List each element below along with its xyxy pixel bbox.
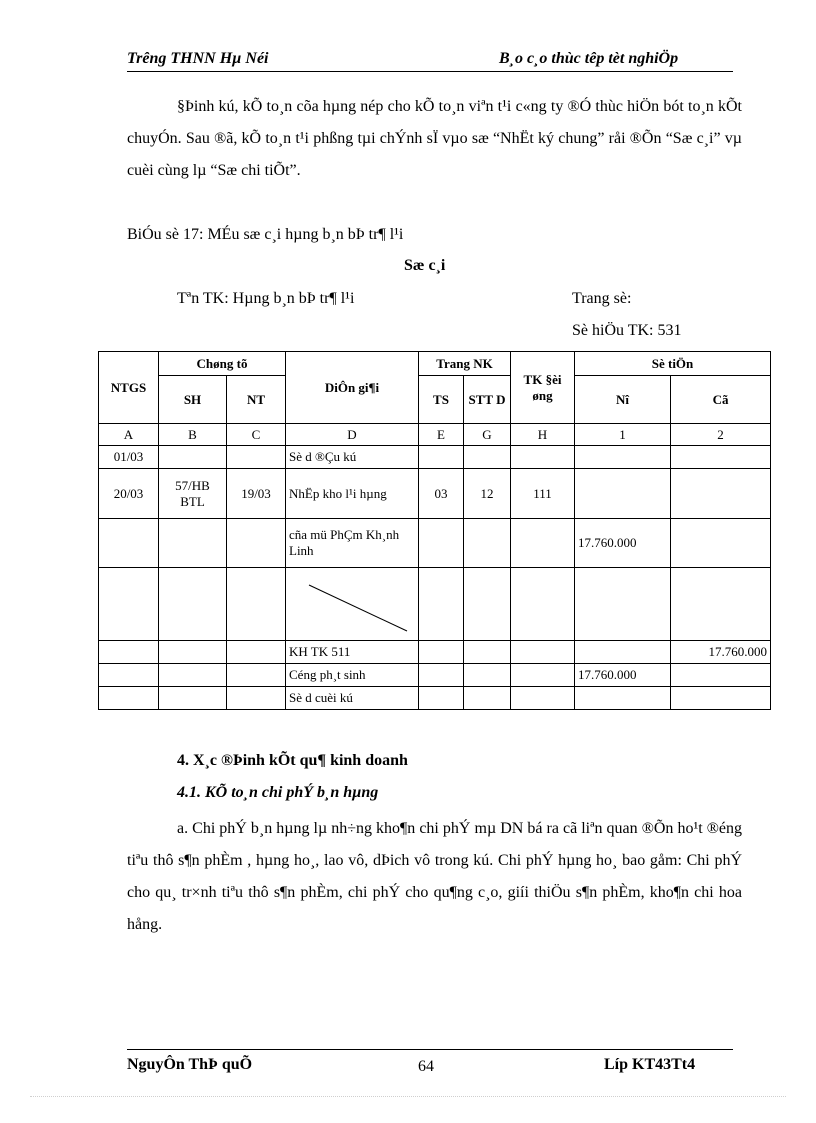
cell-sttd <box>464 664 511 687</box>
ledger-title: Sæ c¸i <box>404 257 446 274</box>
cell-ts <box>419 519 464 568</box>
cell-ntgs <box>99 641 159 664</box>
header-so-tien: Sè tiÖn <box>575 352 771 376</box>
cell-ntgs <box>99 664 159 687</box>
cell-sh: 57/HB BTL <box>159 469 227 519</box>
footer-author: NguyÔn ThÞ quÕ <box>127 1056 253 1073</box>
cell-dien-giai: KH TK 511 <box>286 641 419 664</box>
subsection-heading: 4.1. KÕ to¸n chi phÝ b¸n hµng <box>177 784 379 801</box>
table-row <box>99 519 771 568</box>
table-row <box>99 641 771 664</box>
code-cell: G <box>464 424 511 446</box>
cell-ts <box>419 664 464 687</box>
account-code: Sè hiÖu TK: 531 <box>572 322 682 339</box>
cell-no <box>575 568 671 641</box>
cell-dien-giai: Sè d cuèi kú <box>286 687 419 710</box>
cell-co <box>671 469 771 519</box>
header-ntgs: NTGS <box>99 352 159 424</box>
page-bottom-dotted-rule <box>30 1096 786 1097</box>
cell-no: 17.760.000 <box>575 519 671 568</box>
code-cell: E <box>419 424 464 446</box>
cell-tk <box>511 664 575 687</box>
cell-dien-giai: Sè d ®Çu kú <box>286 446 419 469</box>
cell-nt <box>227 664 286 687</box>
footer-class-code: Líp KT43Tt4 <box>604 1056 696 1073</box>
account-name: Tªn TK: Hµng b¸n bÞ tr¶ l¹i <box>177 290 355 307</box>
table-row <box>99 664 771 687</box>
cell-dien-giai: Céng ph¸t sinh <box>286 664 419 687</box>
cell-tk: 111 <box>511 469 575 519</box>
table-row <box>99 446 771 469</box>
cell-ntgs <box>99 519 159 568</box>
code-cell: 2 <box>671 424 771 446</box>
cell-no: 17.760.000 <box>575 664 671 687</box>
cell-ntgs <box>99 568 159 641</box>
header-ts: TS <box>419 376 464 424</box>
code-cell: 1 <box>575 424 671 446</box>
footer-rule <box>127 1049 733 1050</box>
cell-ts <box>419 641 464 664</box>
header-sttd: STT D <box>464 376 511 424</box>
cell-co <box>671 519 771 568</box>
code-cell: H <box>511 424 575 446</box>
page-number: 64 <box>418 1058 434 1075</box>
cell-nt <box>227 446 286 469</box>
cell-ts <box>419 446 464 469</box>
header-no: Nî <box>575 376 671 424</box>
cell-co <box>671 687 771 710</box>
cell-sh <box>159 519 227 568</box>
table-row <box>99 568 771 641</box>
cell-sttd <box>464 568 511 641</box>
cell-nt: 19/03 <box>227 469 286 519</box>
header-co: Cã <box>671 376 771 424</box>
cell-ts <box>419 568 464 641</box>
cell-tk <box>511 519 575 568</box>
cell-ts: 03 <box>419 469 464 519</box>
cell-co: 17.760.000 <box>671 641 771 664</box>
diagonal-strike-line <box>289 569 413 635</box>
code-cell: B <box>159 424 227 446</box>
cell-sttd <box>464 446 511 469</box>
header-right: B¸o c¸o thùc têp tèt nghiÖp <box>499 50 679 67</box>
code-cell: A <box>99 424 159 446</box>
header-chung-tu: Chøng tõ <box>159 352 286 376</box>
header-nt: NT <box>227 376 286 424</box>
cell-sttd <box>464 519 511 568</box>
cell-co <box>671 664 771 687</box>
cell-ts <box>419 687 464 710</box>
header-dien-giai: DiÔn gi¶i <box>286 352 419 424</box>
figure-caption: BiÓu sè 17: MÉu sæ c¸i hµng b¸n bÞ tr¶ l¹i <box>127 226 404 243</box>
cell-dien-giai: NhËp kho l¹i hµng <box>286 469 419 519</box>
cell-no <box>575 446 671 469</box>
cell-tk <box>511 568 575 641</box>
cell-tk <box>511 446 575 469</box>
table-row <box>99 687 771 710</box>
page-number-label: Trang sè: <box>572 290 632 307</box>
header-left: Trêng THNN Hµ Néi <box>127 50 269 67</box>
cell-dien-giai: cña mü PhÇm Kh¸nh Linh <box>286 519 419 568</box>
cell-nt <box>227 687 286 710</box>
cell-co <box>671 568 771 641</box>
code-cell: D <box>286 424 419 446</box>
cell-nt <box>227 519 286 568</box>
cell-sttd <box>464 687 511 710</box>
ledger-table <box>98 351 771 710</box>
cell-sttd <box>464 641 511 664</box>
header-trang-nk: Trang NK <box>419 352 511 376</box>
cell-sh <box>159 446 227 469</box>
cell-ntgs: 01/03 <box>99 446 159 469</box>
cell-no <box>575 687 671 710</box>
cell-nt <box>227 568 286 641</box>
cell-sh <box>159 664 227 687</box>
intro-paragraph: §Þinh kú, kÕ to¸n cõa hµng nép cho kÕ to¸n viªn t¹i c«ng ty ®Ó thùc hiÖn bót to¸n kÕt chuyÓn. Sau ®ã, kÕ to¸n t¹i phßng tµi chÝnh sÏ vµo sæ “NhËt ký chung” råi ®Õn “Sæ c¸i” vµ cuèi cùng lµ “Sæ chi tiÕt”. <box>127 98 742 179</box>
cell-sh <box>159 568 227 641</box>
cell-nt <box>227 641 286 664</box>
cell-tk <box>511 641 575 664</box>
cell-ntgs: 20/03 <box>99 469 159 519</box>
cell-no <box>575 469 671 519</box>
code-cell: C <box>227 424 286 446</box>
table-row <box>99 469 771 519</box>
header-sh: SH <box>159 376 227 424</box>
cell-dien-giai-blank <box>286 568 419 641</box>
cell-sttd: 12 <box>464 469 511 519</box>
cell-no <box>575 641 671 664</box>
header-tk-doi-ung: TK §èi øng <box>511 352 575 424</box>
cell-sh <box>159 641 227 664</box>
cell-co <box>671 446 771 469</box>
cell-tk <box>511 687 575 710</box>
header-rule <box>127 71 733 72</box>
section-heading: 4. X¸c ®Þinh kÕt qu¶ kinh doanh <box>177 752 408 769</box>
cell-sh <box>159 687 227 710</box>
body-paragraph: a. Chi phÝ b¸n hµng lµ nh÷ng kho¶n chi phÝ mµ DN bá ra cã liªn quan ®Õn ho¹t ®éng tiªu thô s¶n phÈm , hµng ho¸, lao vô, dÞich vô trong kú. Chi phÝ hµng ho¸ bao gåm: Chi phÝ cho qu¸ tr×nh tiªu thô s¶n phÈm, chi phÝ cho qu¶ng c¸o, giíi thiÖu s¶n phÈm, kho¶n chi hoa hång. <box>127 820 742 933</box>
cell-ntgs <box>99 687 159 710</box>
